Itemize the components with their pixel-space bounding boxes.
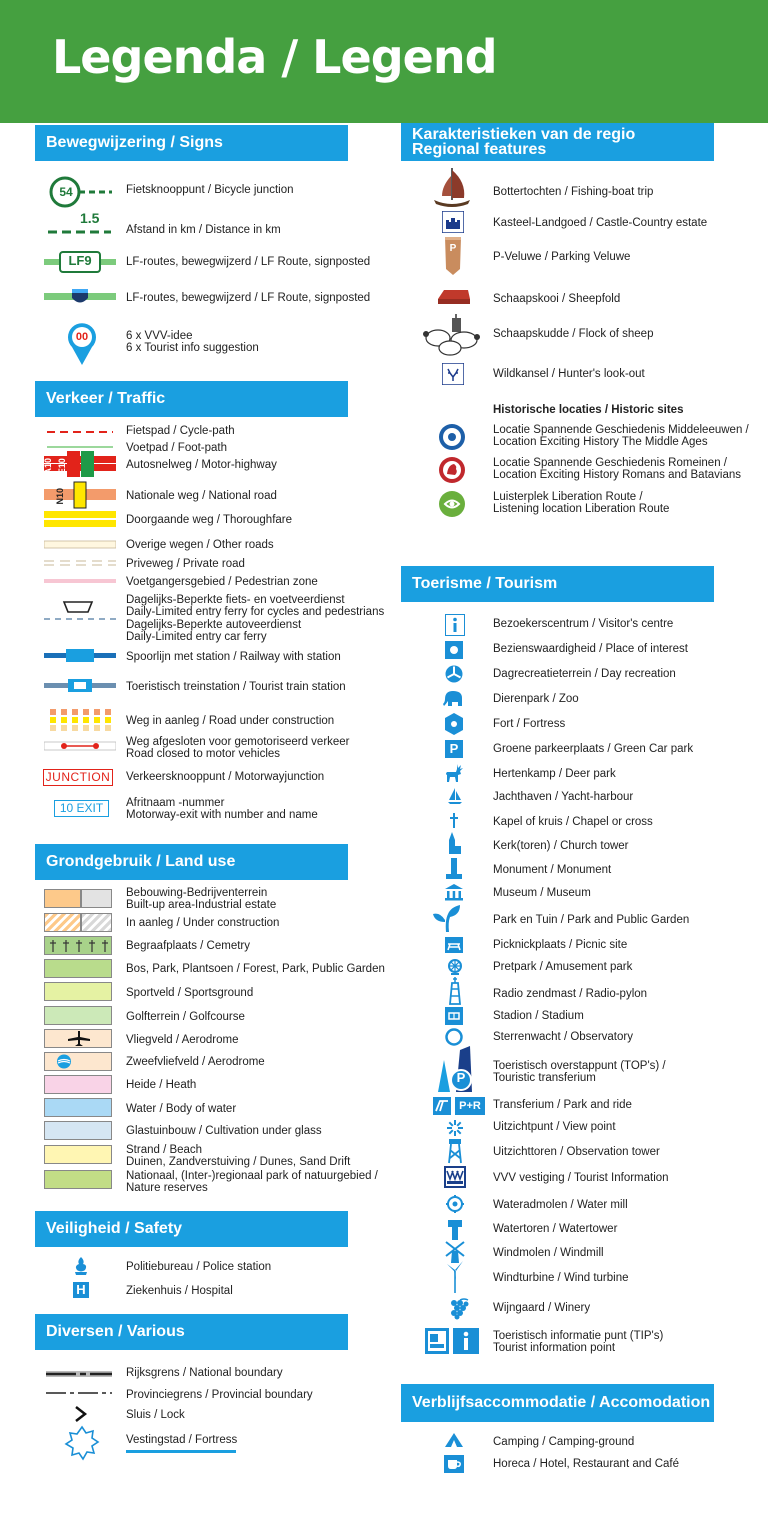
traffic-national-road: Nationale weg / National road [126,490,277,502]
hunters-lookout-icon [442,363,464,385]
tourism-fort: Fort / Fortress [493,718,566,730]
road-closed-symbol [44,739,116,753]
industrial-swatch [81,889,112,908]
museum-icon [444,883,464,901]
tourism-watertower: Watertoren / Watertower [493,1223,618,1235]
landuse-water: Water / Body of water [126,1103,237,1115]
tourism-stadium: Stadion / Stadium [493,1010,584,1022]
tourism-chapel: Kapel of kruis / Chapel or cross [493,816,653,828]
tourism-green-car-park: Groene parkeerplaats / Green Car park [493,743,694,755]
historic-title: Historische locaties / Historic sites [493,404,684,416]
tourism-deer-park: Hertenkamp / Deer park [493,768,616,780]
railway-station-symbol [44,648,116,664]
junction-box: JUNCTION [43,769,113,786]
traffic-other-roads: Overige wegen / Other roads [126,539,274,551]
cycle-path-symbol [47,429,113,435]
beach-swatch [44,1145,112,1164]
traffic-ferry-3: Dagelijks-Beperkte autoveerdienst [126,619,302,631]
historic-middle-ages-1: Locatie Spannende Geschiedenis Middeleeuwen / [493,424,749,436]
view-point-icon [446,1119,464,1137]
tourism-header: Toerisme / Tourism [401,566,714,602]
traffic-road-construction: Weg in aanleg / Road under construction [126,715,335,727]
romans-icon [438,456,466,484]
observatory-icon [445,1028,463,1046]
traffic-private-road: Priveweg / Private road [126,558,245,570]
regional-flock-of-sheep: Schaapskudde / Flock of sheep [493,328,654,340]
traffic-exit-1: Afritnaam -nummer [126,797,225,809]
vvv-idea-number: 00 [75,331,89,343]
tourism-yacht-harbour: Jachthaven / Yacht-harbour [493,791,634,803]
tourism-tip-1: Toeristisch informatie punt (TIP's) [493,1330,664,1342]
fortress-underline-symbol [126,1450,236,1454]
park-garden-icon [432,902,464,934]
police-icon [71,1256,91,1276]
accommodation-horeca: Horeca / Hotel, Restaurant and Café [493,1458,680,1470]
traffic-cycle-path: Fietspad / Cycle-path [126,425,235,437]
traffic-pedestrian-zone: Voetgangersgebied / Pedestrian zone [126,576,318,588]
accommodation-camping: Camping / Camping-ground [493,1436,635,1448]
landuse-nature-2: Nature reserves [126,1182,208,1194]
lock-icon [73,1405,89,1423]
tourism-winery: Wijngaard / Winery [493,1302,591,1314]
built-up-swatch [44,889,81,908]
middle-ages-icon [438,423,466,451]
traffic-ferry-2: Daily-Limited entry ferry for cycles and pedestrians [126,606,385,618]
stadium-icon [445,1007,463,1025]
landuse-forest: Bos, Park, Plantsoen / Forest, Park, Public Garden [126,963,385,975]
traffic-road-closed-1: Weg afgesloten voor gemotoriseerd verkeer [126,736,350,748]
historic-romans-2: Location Exciting History Romans and Batavians [493,469,742,481]
traffic-tourist-train: Toeristisch treinstation / Tourist train station [126,681,346,693]
various-lock: Sluis / Lock [126,1409,185,1421]
landuse-built-up-2: Built-up area-Industrial estate [126,899,277,911]
monument-icon [444,856,464,880]
tourism-observatory: Sterrenwacht / Observatory [493,1031,633,1043]
observation-tower-icon [446,1138,464,1164]
various-national-boundary: Rijksgrens / National boundary [126,1367,283,1379]
park-and-ride-label: P+R [459,1100,481,1112]
regional-fishing-boat: Bottertochten / Fishing-boat trip [493,186,654,198]
lf-shield-icon [44,286,116,308]
tourism-park-garden: Park en Tuin / Park and Public Garden [493,914,690,926]
tourism-park-and-ride: Transferium / Park and ride [493,1099,632,1111]
landuse-dunes: Duinen, Zandverstuiving / Dunes, Sand Drift [126,1156,351,1168]
tourism-church-tower: Kerk(toren) / Church tower [493,840,629,852]
vvv-icon [444,1166,466,1188]
road-e10-label: E10 [56,458,67,475]
tourism-windmill: Windmolen / Windmill [493,1247,604,1259]
traffic-thoroughfare: Doorgaande weg / Thoroughfare [126,514,293,526]
historic-romans-1: Locatie Spannende Geschiedenis Romeinen / [493,457,727,469]
airplane-icon [45,1030,111,1047]
regional-castle: Kasteel-Landgoed / Castle-Country estate [493,217,708,229]
picnic-icon [445,937,463,953]
traffic-motorway-junction: Verkeersknooppunt / Motorwayjunction [126,771,325,783]
tourism-observation-tower: Uitzichttoren / Observation tower [493,1146,660,1158]
title-banner [0,0,768,123]
tip-icon [425,1328,479,1354]
landuse-built-up-1: Bebouwing-Bedrijventerrein [126,887,268,899]
landuse-nature-1: Nationaal, (Inter-)regionaal park of natuurgebied / [126,1170,378,1182]
fishing-boat-icon [430,166,474,210]
water-mill-icon [446,1195,464,1213]
landuse-beach: Strand / Beach [126,1144,203,1156]
greenhouse-swatch [44,1121,112,1140]
landuse-greenhouse: Glastuinbouw / Cultivation under glass [126,1125,322,1137]
tourism-zoo: Dierenpark / Zoo [493,693,579,705]
zoo-elephant-icon [443,689,465,707]
pedestrian-zone-symbol [44,578,116,584]
tourism-top-1: Toeristisch overstappunt (TOP's) / [493,1060,666,1072]
provincial-boundary-symbol [46,1390,112,1396]
road-n10-label: N10 [54,488,65,505]
tourism-top-2: Touristic transferium [493,1072,596,1084]
castle-icon [442,211,464,233]
camping-tent-icon [444,1432,464,1448]
landuse-glider-field: Zweefvliefveld / Aerodrome [126,1056,265,1068]
regional-header [401,123,714,161]
junction-number: 54 [59,185,73,199]
safety-hospital: Ziekenhuis / Hospital [126,1285,233,1297]
day-recreation-icon [445,665,463,683]
tourism-tip-2: Tourist information point [493,1342,616,1354]
sign-bicycle-junction: Fietsknooppunt / Bicycle junction [126,184,294,196]
tourism-museum: Museum / Museum [493,887,591,899]
tourism-picnic: Picknickplaats / Picnic site [493,939,628,951]
national-boundary-symbol [46,1369,112,1379]
sheepfold-icon [436,287,472,307]
thoroughfare-symbol [44,510,116,528]
glider-icon [45,1053,111,1070]
regional-hunters-lookout: Wildkansel / Hunter's look-out [493,368,645,380]
regional-header-line2: Regional features [412,141,547,158]
various-provincial-boundary: Provinciegrens / Provincial boundary [126,1389,313,1401]
tourism-amusement-park: Pretpark / Amusement park [493,961,633,973]
place-of-interest-icon [445,641,463,659]
aerodrome-swatch [44,1029,112,1048]
road-construction-symbol [50,708,112,732]
cemetery-crosses-icon [45,937,111,954]
wind-turbine-icon [445,1260,465,1294]
fort-icon [444,713,464,735]
tourism-radio-pylon: Radio zendmast / Radio-pylon [493,988,648,1000]
transferium-letter: P [456,1070,466,1085]
amusement-park-icon [447,959,463,975]
chapel-cross-icon [449,813,459,829]
tourism-wind-turbine: Windturbine / Wind turbine [493,1272,629,1284]
water-swatch [44,1098,112,1117]
various-fortress: Vestingstad / Fortress [126,1434,238,1446]
landuse-heath: Heide / Heath [126,1079,197,1091]
regional-header-line1: Karakteristieken van de regio [412,126,636,143]
accommodation-header: Verblijfsaccommodatie / Accomodation [401,1384,714,1422]
sign-lf-route-1: LF-routes, bewegwijzerd / LF Route, signposted [126,256,371,268]
deer-park-icon [443,762,467,784]
signs-header: Bewegwijzering / Signs [35,125,348,161]
fortress-star-icon [64,1425,100,1461]
vvv-idea-line1: 6 x VVV-idee [126,330,193,342]
vvv-idea-line2: 6 x Tourist info suggestion [126,342,259,354]
yacht-harbour-icon [447,787,463,805]
traffic-ferry-4: Daily-Limited entry car ferry [126,631,267,643]
traffic-motor-highway: Autosnelweg / Motor-highway [126,459,277,471]
hospital-icon: H [73,1282,89,1298]
landuse-header: Grondgebruik / Land use [35,844,348,880]
liberation-route-icon [438,490,466,518]
construction-swatch-2 [81,913,112,932]
private-road-symbol [44,559,116,567]
flock-of-sheep-icon [420,310,482,358]
touristic-transferium-icon [430,1046,476,1094]
landuse-cemetery: Begraafplaats / Cemetry [126,940,251,952]
construction-swatch-1 [44,913,81,932]
visitors-centre-icon [445,614,465,636]
page-title: Legenda / Legend [52,30,497,84]
landuse-golf: Golfterrein / Golfcourse [126,1011,245,1023]
distance-number: 1.5 [80,210,100,226]
ferry-symbol [44,598,116,624]
traffic-foot-path: Voetpad / Foot-path [126,442,228,454]
green-car-park-letter: P [449,741,459,756]
traffic-exit-2: Motorway-exit with number and name [126,809,318,821]
golf-swatch [44,1006,112,1025]
tourism-view-point: Uitzichtpunt / View point [493,1121,616,1133]
sign-distance: Afstand in km / Distance in km [126,224,281,236]
watertower-icon [447,1219,463,1241]
church-tower-icon [446,832,462,856]
nature-reserve-swatch [44,1170,112,1189]
safety-header: Veiligheid / Safety [35,1211,348,1247]
traffic-header: Verkeer / Traffic [35,381,348,417]
regional-sheepfold: Schaapskooi / Sheepfold [493,293,621,305]
radio-pylon-icon [447,977,463,1005]
safety-police: Politiebureau / Police station [126,1261,272,1273]
tourism-place-of-interest: Bezienswaardigheid / Place of interest [493,643,688,655]
traffic-railway: Spoorlijn met station / Railway with station [126,651,341,663]
traffic-ferry-1: Dagelijks-Beperkte fiets- en voetveerdienst [126,594,345,606]
cemetery-swatch [44,936,112,955]
landuse-aerodrome: Vliegveld / Aerodrome [126,1034,239,1046]
landuse-construction: In aanleg / Under construction [126,917,280,929]
sportsground-swatch [44,982,112,1001]
other-roads-symbol [44,540,116,550]
tourism-water-mill: Wateradmolen / Water mill [493,1199,628,1211]
heath-swatch [44,1075,112,1094]
winery-grapes-icon [446,1296,470,1320]
tourist-train-symbol [44,678,116,694]
forest-swatch [44,959,112,978]
tourism-day-recreation: Dagrecreatieterrein / Day recreation [493,668,676,680]
historic-middle-ages-2: Location Exciting History The Middle Ages [493,436,708,448]
vvv-idea-pin-icon [65,321,99,367]
tourism-visitors-centre: Bezoekerscentrum / Visitor's centre [493,618,674,630]
parking-veluwe-letter: P [449,243,457,254]
sign-lf-route-2: LF-routes, bewegwijzerd / LF Route, signposted [126,292,371,304]
tourism-monument: Monument / Monument [493,864,612,876]
tourism-vvv: VVV vestiging / Tourist Information [493,1172,669,1184]
lf-label: LF9 [68,253,92,268]
historic-liberation-1: Luisterplek Liberation Route / [493,491,643,503]
various-header: Diversen / Various [35,1314,348,1350]
road-a10-label: A10 [42,458,53,475]
glider-field-swatch [44,1052,112,1071]
regional-parking-veluwe: P-Veluwe / Parking Veluwe [493,251,631,263]
horeca-cup-icon [444,1455,464,1473]
historic-liberation-2: Listening location Liberation Route [493,503,670,515]
exit-box: 10 EXIT [54,800,109,817]
landuse-sportsground: Sportveld / Sportsground [126,987,254,999]
traffic-road-closed-2: Road closed to motor vehicles [126,748,281,760]
